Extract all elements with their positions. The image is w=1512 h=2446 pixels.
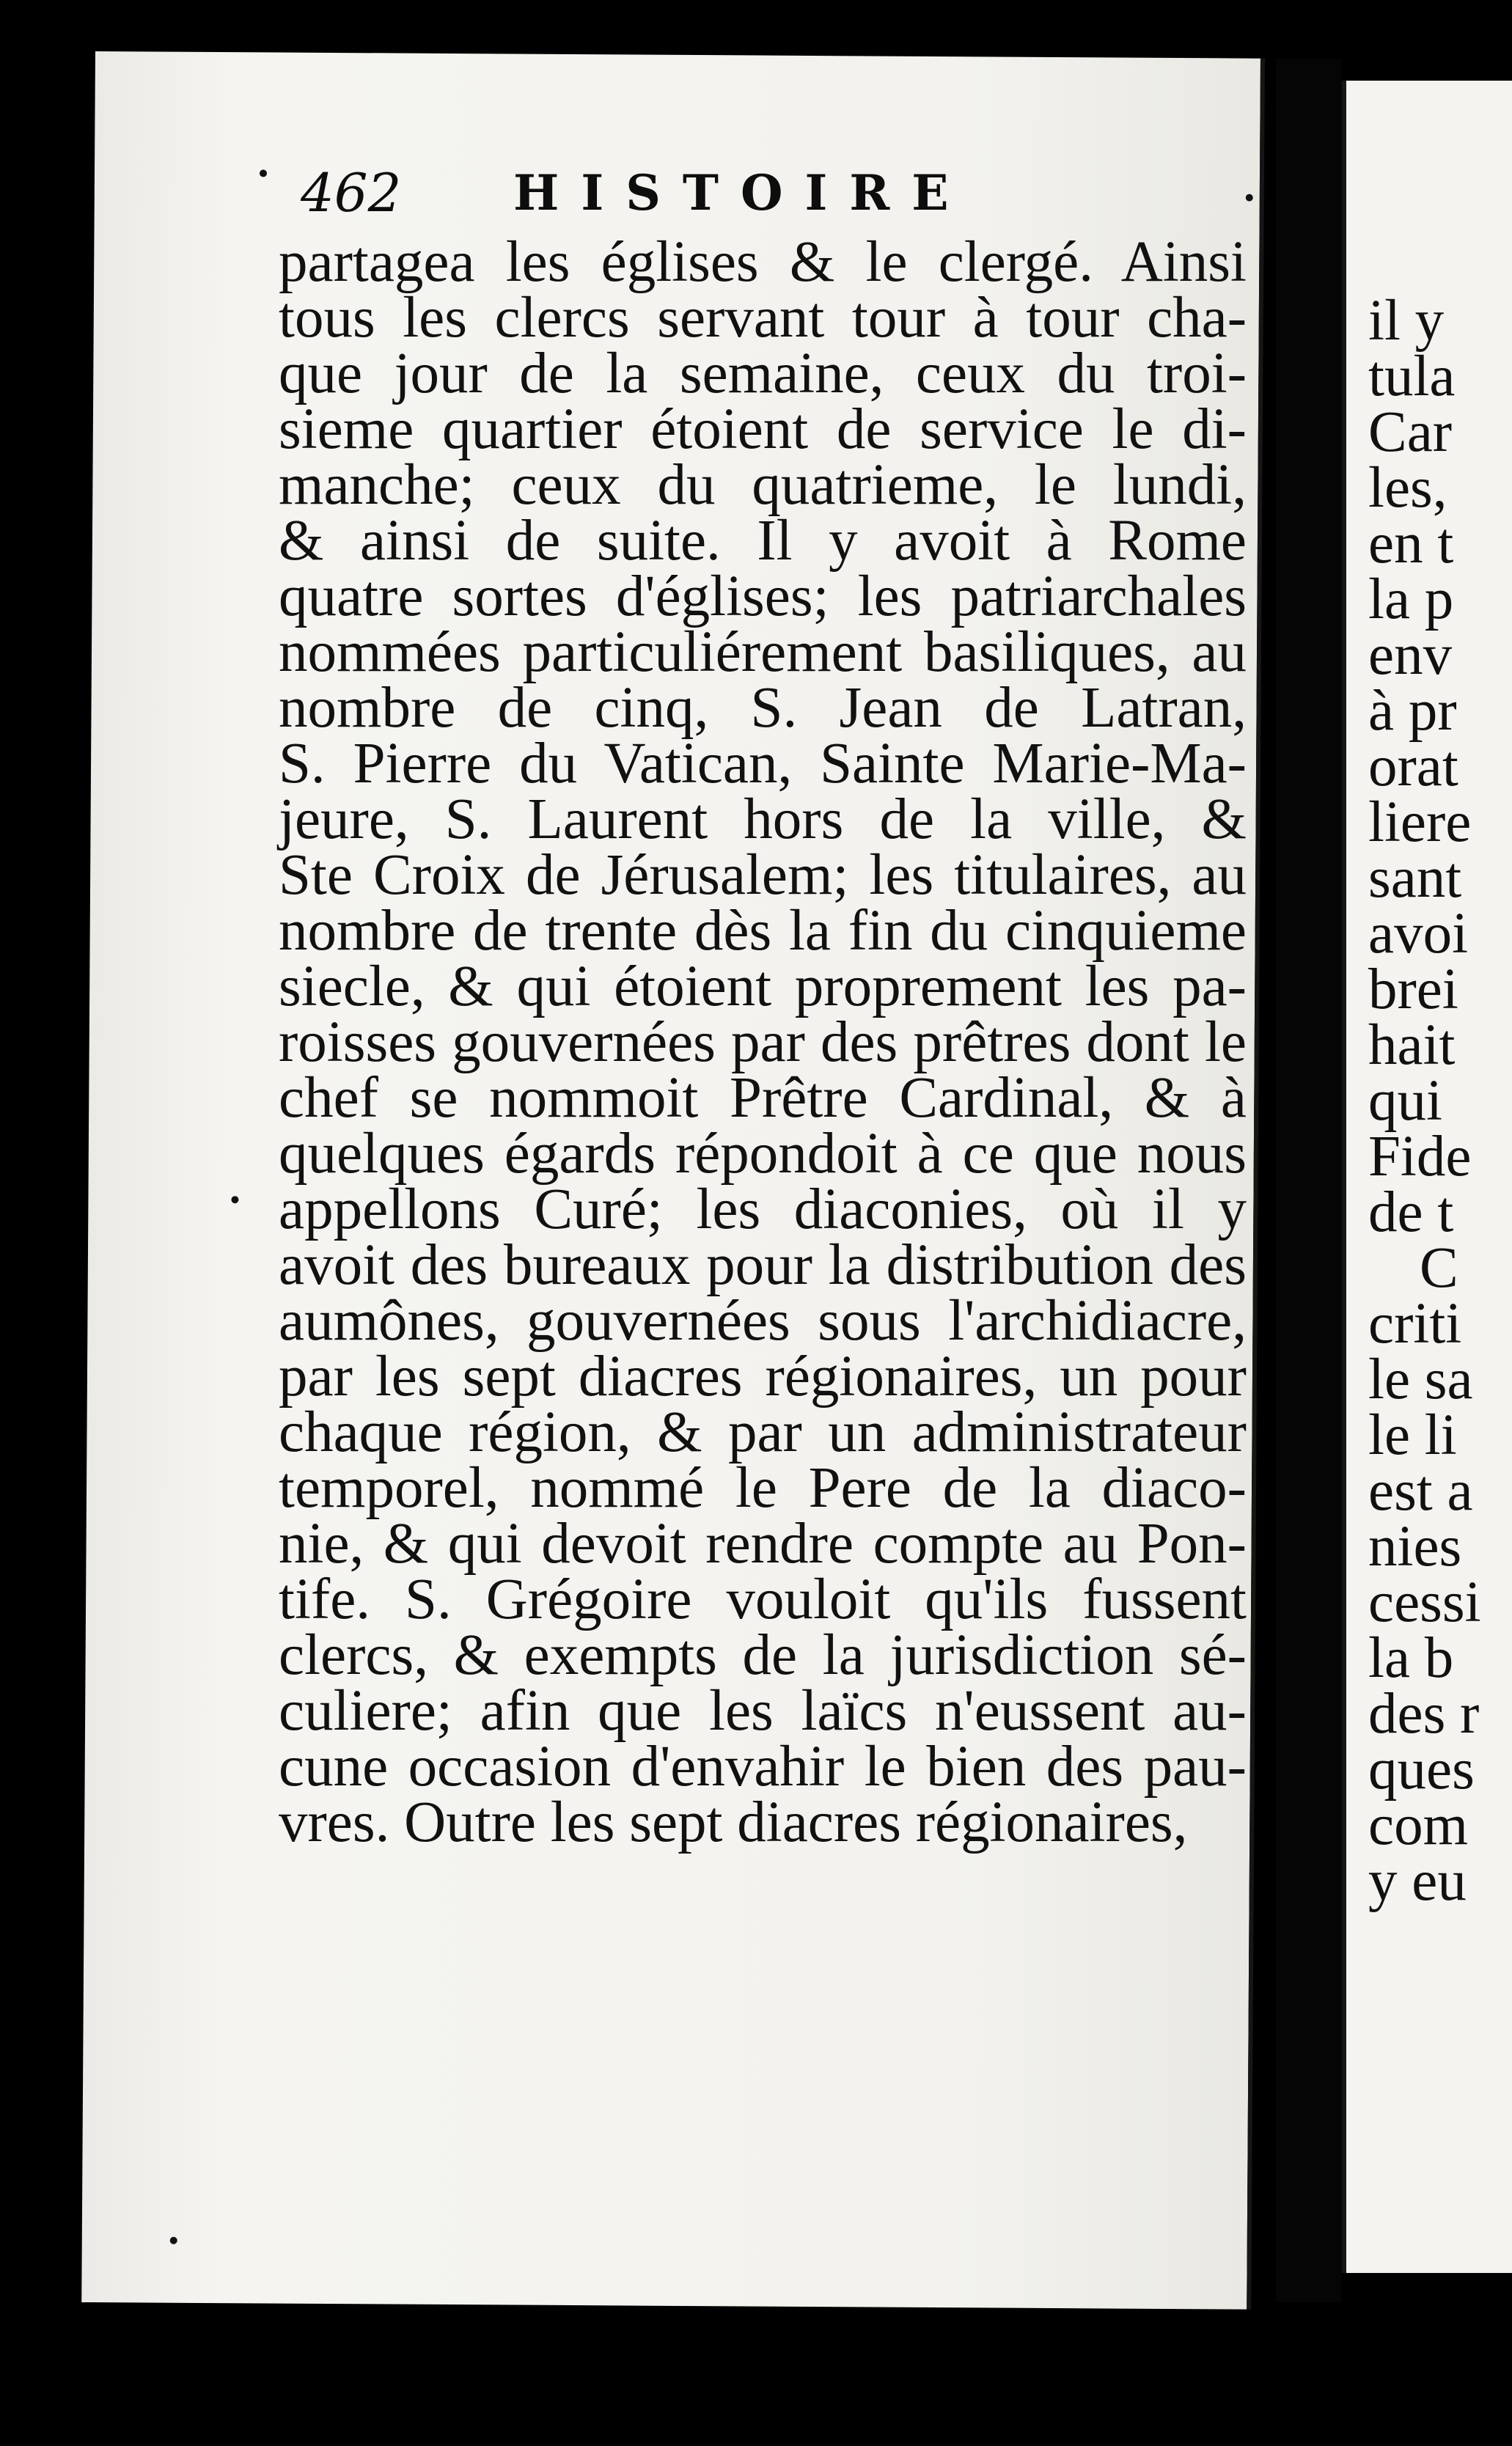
text-line: qui: [1368, 1069, 1442, 1133]
running-head: [301, 153, 1107, 233]
text-line: sant: [1368, 846, 1462, 910]
text-line: partagea les églises & le clergé. Ainsi: [279, 230, 1247, 294]
text-line: Car: [1368, 400, 1453, 464]
text-line: les,: [1368, 456, 1447, 520]
text-line: est a: [1368, 1459, 1473, 1523]
right-page-text: [1368, 289, 1512, 1913]
text-line: en t: [1368, 512, 1454, 576]
text-line: liere: [1368, 790, 1472, 854]
text-line: aumônes, gouvernées sous l'archidiacre,: [279, 1289, 1247, 1353]
text-line: C: [1420, 1236, 1458, 1300]
ink-speck: [1246, 194, 1253, 202]
text-line: com: [1368, 1793, 1469, 1857]
text-line: tula: [1368, 345, 1456, 408]
text-line: nies: [1368, 1515, 1462, 1579]
text-line: cune occasion d'envahir le bien des pau-: [279, 1735, 1247, 1799]
text-line: culiere; afin que les laïcs n'eussent au-: [279, 1679, 1247, 1743]
text-line: par les sept diacres régionaires, un pour: [279, 1345, 1247, 1409]
text-line: siecle, & qui étoient proprement les pa-: [279, 955, 1247, 1018]
text-line: la p: [1368, 568, 1454, 631]
text-line: vres. Outre les sept diacres régionaires,: [279, 1791, 1188, 1854]
text-line: ques: [1368, 1738, 1475, 1802]
left-page-text: [279, 230, 1247, 1950]
text-line: cessi: [1368, 1571, 1481, 1634]
text-line: quatre sortes d'églises; les patriarchales: [279, 565, 1247, 628]
text-line: nombre de trente dès la fin du cinquieme: [279, 899, 1247, 963]
text-line: Fide: [1368, 1125, 1472, 1189]
text-line: clercs, & exempts de la jurisdiction sé-: [279, 1623, 1247, 1687]
text-line: avoi: [1368, 902, 1469, 966]
text-line: nombre de cinq, S. Jean de Latran,: [279, 676, 1247, 740]
text-line: chef se nommoit Prêtre Cardinal, & à: [279, 1066, 1247, 1130]
text-line: la b: [1368, 1626, 1454, 1690]
text-line: criti: [1368, 1292, 1462, 1356]
text-line: appellons Curé; les diaconies, où il y: [279, 1178, 1247, 1241]
ink-speck: [260, 169, 267, 177]
text-line: le sa: [1368, 1348, 1473, 1411]
text-line: le li: [1368, 1403, 1457, 1467]
text-line: des r: [1368, 1682, 1480, 1746]
text-line: de t: [1368, 1180, 1454, 1244]
text-line: jeure, S. Laurent hors de la ville, &: [279, 787, 1247, 851]
text-line: orat: [1368, 735, 1458, 798]
text-line: y eu: [1368, 1849, 1467, 1913]
ink-speck: [231, 1196, 238, 1203]
page-number: 462: [301, 162, 402, 224]
text-line: hait: [1368, 1013, 1456, 1077]
text-line: Ste Croix de Jérusalem; les titulaires, au: [279, 843, 1247, 907]
text-line: il y: [1368, 289, 1445, 353]
text-line: à pr: [1368, 679, 1457, 743]
text-line: S. Pierre du Vatican, Sainte Marie-Ma-: [279, 732, 1247, 796]
running-head-title: HISTOIRE: [513, 164, 971, 221]
text-line: tous les clercs servant tour à tour cha-: [279, 286, 1247, 350]
text-line: chaque région, & par un administrateur: [279, 1400, 1247, 1464]
text-line: roisses gouvernées par des prêtres dont le: [279, 1010, 1247, 1074]
book-gutter: [1276, 59, 1342, 2302]
text-line: & ainsi de suite. Il y avoit à Rome: [279, 509, 1247, 573]
ink-speck: [170, 2237, 177, 2244]
text-line: quelques égards répondoit à ce que nous: [279, 1122, 1247, 1186]
text-line: sieme quartier étoient de service le di-: [279, 397, 1247, 461]
text-line: manche; ceux du quatrieme, le lundi,: [279, 453, 1247, 517]
right-page: [1342, 81, 1512, 2273]
text-line: temporel, nommé le Pere de la diaco-: [279, 1456, 1247, 1520]
text-line: avoit des bureaux pour la distribution des: [279, 1233, 1247, 1297]
text-line: nommées particuliérement basiliques, au: [279, 620, 1247, 684]
text-line: env: [1368, 623, 1453, 687]
text-line: que jour de la semaine, ceux du troi-: [279, 342, 1247, 405]
text-line: nie, & qui devoit rendre compte au Pon-: [279, 1512, 1247, 1576]
text-line: tife. S. Grégoire vouloit qu'ils fussent: [279, 1568, 1247, 1631]
text-line: brei: [1368, 958, 1458, 1021]
